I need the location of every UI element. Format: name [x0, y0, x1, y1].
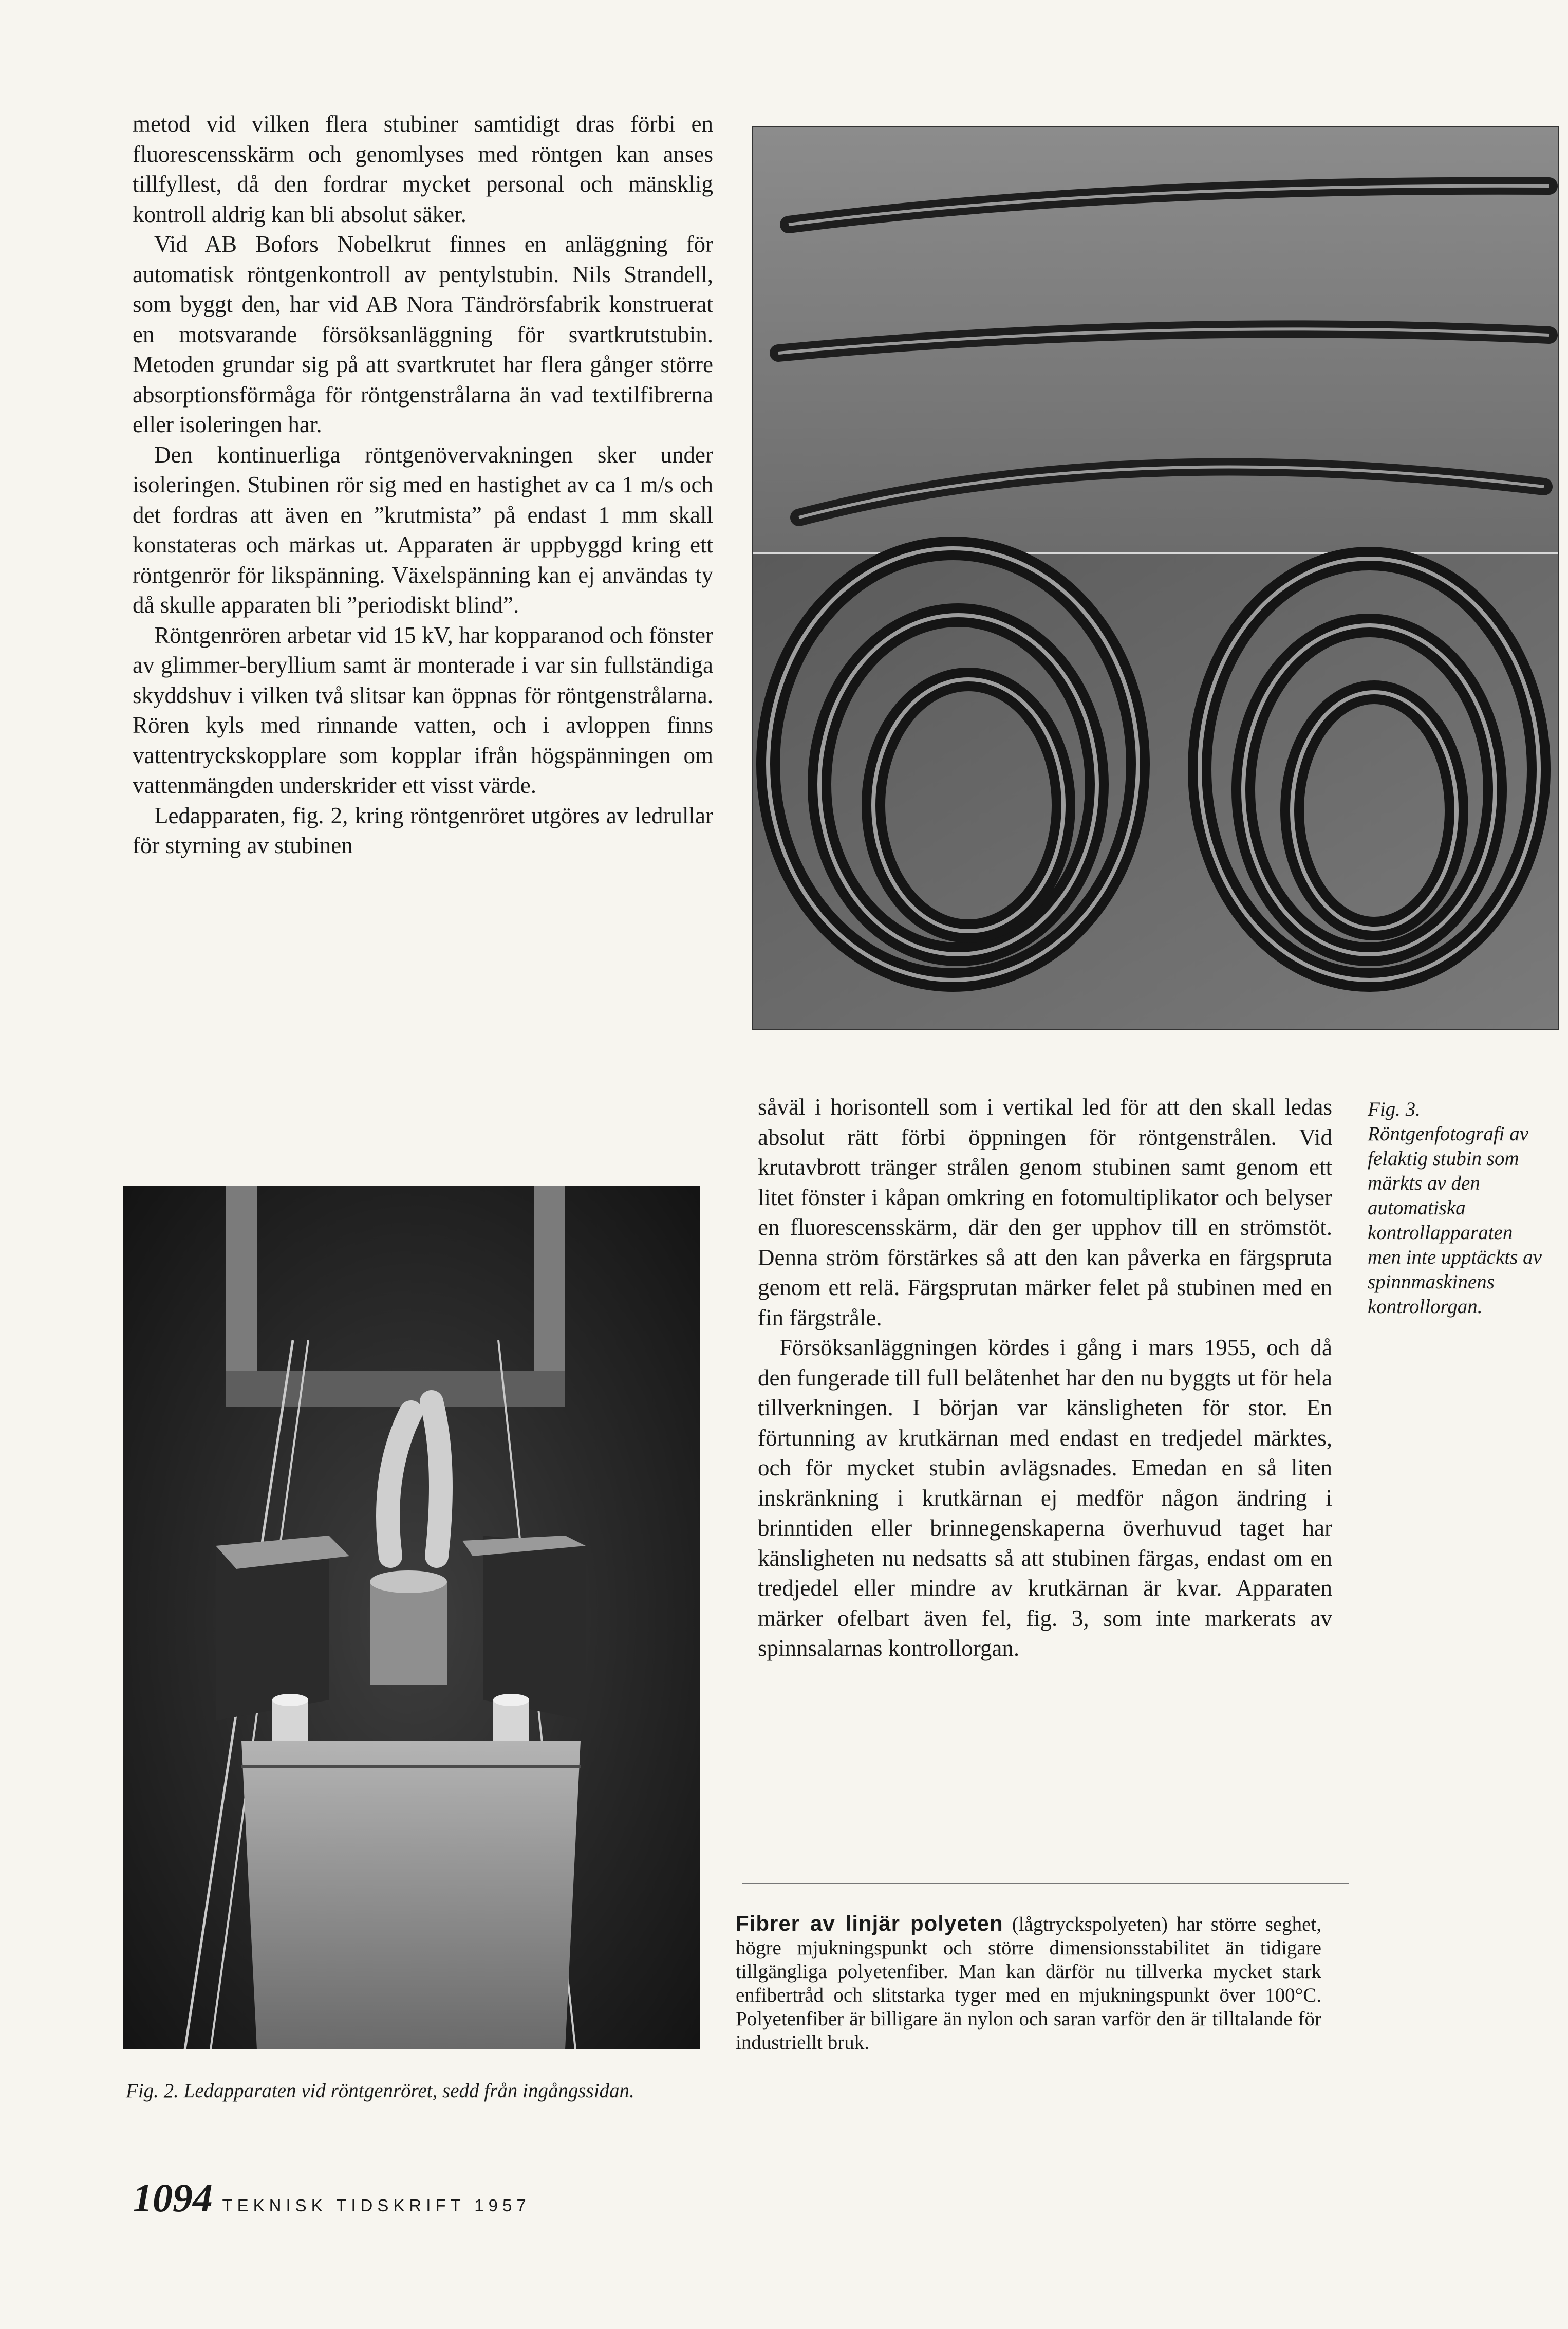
fig2-apparatus-photo: [123, 1186, 700, 2049]
fibrer-body: (lågtryckspolyeten) har större seghet, högre mjukningspunkt och större dimensionsstabilitet än tidigare tillgängliga polyetenfiber. Man kan därför nu tillverka mycket stark enfibertråd och slitstarka tyger med en mjukningspunkt över 100°C. Polyetenfiber är billigare än nylon och saran varför den är tilltalande för industriellt bruk.: [736, 1913, 1322, 2054]
paragraph: Den kontinuerliga röntgenövervakningen sker under isoleringen. Stubinen rör sig med en hastighet av ca 1 m/s och det fordras att även en ”krutmista” på endast 1 mm skall konstateras och märkas ut. Apparaten är uppbyggd kring ett röntgenrör för likspänning. Växelspänning kan ej användas ty då skulle apparaten bli ”periodiskt blind”.: [133, 441, 713, 618]
fig2-apparatus-image: [123, 1186, 700, 2049]
page-footer: [133, 2175, 531, 2221]
paragraph: Vid AB Bofors Nobelkrut finnes en anläggning för automatisk röntgenkontroll av pentylstubin. Nils Strandell, som byggt den, har vid AB Nora Tändrörsfabrik konstruerat en motsvarande försöksanläggning för svartkrutstubin. Metoden grundar sig på att svartkrutet har flera gånger större absorptionsförmåga för röntgenstrålarna än vad textilfibrerna eller isoleringen har.: [133, 231, 713, 437]
paragraph: metod vid vilken flera stubiner samtidigt dras förbi en fluorescensskärm och genomlyses med röntgen kan anses tillfyllest, då den fordrar mycket personal och mänsklig kontroll aldrig kan bli absolut säker.: [133, 111, 713, 227]
stand-frame-left: [226, 1186, 257, 1402]
cooling-tube: [432, 1402, 441, 1556]
fig3-caption: Fig. 3. Röntgenfotografi av felaktig stubin som märkts av den automatiska kontrollapparaten men inte upptäckts av spinnmaskinens kontrollorgan.: [1368, 1098, 1542, 1318]
paragraph: Försöksanläggningen kördes i gång i mars 1955, och då den fungerade till full belåtenhet har den nu byggts ut för hela tillverkningen. I början var känsligheten för stor. En förtunning av krutkärnan med endast en tredjedel märktes, och för mycket stubin avlägsnades. Emedan en så liten inskränkning i krutkärnan ej medför någon ändring i brinntiden eller brinnegenskaperna överhuvud taget har känsligheten nu nedsatts så att stubinen färgas, endast om en tredjedel eller mindre av krutkärnan är kvar. Apparaten märker ofelbart även fel, fig. 3, som inte markerats av spinnsalarnas kontrollorgan.: [758, 1335, 1332, 1661]
fig3-xray-photo: [752, 126, 1559, 1030]
x-ray-tube-housing: [370, 1582, 447, 1685]
right-text-column: [758, 1092, 1332, 1663]
page-number: 1094: [133, 2175, 213, 2220]
paragraph: Röntgenrören arbetar vid 15 kV, har kopparanod och fönster av glimmer-beryllium samt är monterade i var sin fullständiga skyddshuv i vilken två slitsar kan öppnas för röntgenstrålarna. Rören kyls med rinnande vatten, och i avloppen finns vattentryckskopplare som kopplar ifrån högspänningen om vattenmängden underskrider ett visst värde.: [133, 622, 713, 798]
fig2-caption: Fig. 2. Ledapparaten vid röntgenröret, sedd från ingångssidan.: [126, 2080, 634, 2102]
stand-frame-right: [534, 1186, 565, 1402]
section-divider: [742, 1883, 1349, 1884]
fig3-xray-image: [753, 127, 1558, 1029]
left-text-column: [133, 109, 713, 861]
journal-name: TEKNISK TIDSKRIFT 1957: [222, 2196, 531, 2215]
paragraph: Ledapparaten, fig. 2, kring röntgenröret utgöres av ledrullar för styrning av stubinen: [133, 802, 713, 858]
shield-box-right: [483, 1536, 586, 1721]
fibrer-headline: Fibrer av linjär polyeten: [736, 1911, 1003, 1935]
fibrer-notice: [736, 1912, 1321, 2055]
paragraph: såväl i horisontell som i vertikal led för att den skall ledas absolut rätt förbi öppningen för röntgenstrålen. Vid krutavbrott tränger strålen genom stubinen samt genom ett litet fönster i kåpan omkring en fotomultiplikator och belyser en fluorescensskärm, där den ger upphov till en strömstöt. Denna ström förstärkes så att den kan påverka en färgspruta genom ett relä. Färgsprutan märker felet på stubinen med en fin färgstråle.: [758, 1094, 1332, 1330]
apparatus-base: [241, 1741, 581, 2049]
stand-crossbar: [226, 1371, 565, 1407]
